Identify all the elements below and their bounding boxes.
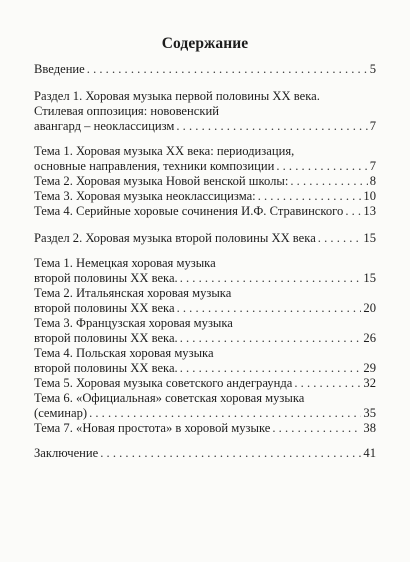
toc-entry-text: второй половины XX века. (34, 361, 178, 375)
toc-entry-line: Тема 4. Польская хоровая музыка (34, 346, 214, 360)
toc-entry-line: Стилевая оппозиция: нововенский (34, 104, 219, 118)
toc-entry-last-line (34, 376, 376, 391)
toc-entry (34, 421, 376, 436)
dot-leader (272, 421, 361, 436)
toc-entry-text: второй половины XX века (34, 301, 175, 315)
toc-page-number: 15 (363, 231, 376, 245)
toc-page-number: 38 (363, 421, 376, 435)
toc-entry-last-line (34, 361, 376, 376)
dot-leader (345, 204, 361, 219)
toc-entry-line: Тема 1. Хоровая музыка XX века: периодизация, (34, 144, 295, 158)
dot-leader (180, 271, 362, 286)
toc-entry-last-line (34, 62, 376, 77)
dot-leader (318, 231, 362, 246)
toc-entry-line: Тема 1. Немецкая хоровая музыка (34, 256, 216, 270)
toc-page-number: 26 (363, 331, 376, 345)
toc-entry-text: авангард – неоклассицизм (34, 119, 175, 133)
toc-page-number: 7 (369, 119, 376, 133)
toc-entry (34, 391, 376, 421)
toc-entry-last-line (34, 189, 376, 204)
toc-entry-text: Тема 4. Серийные хоровые сочинения И.Ф. Стравинского (34, 204, 344, 218)
toc-entry-last-line (34, 331, 376, 346)
toc-entry-text: основные направления, техники композиции (34, 159, 275, 173)
toc-entry-line: Тема 2. Итальянская хоровая музыка (34, 286, 232, 300)
toc-entry (34, 316, 376, 346)
dot-leader (180, 331, 362, 346)
toc-entry-last-line (34, 119, 376, 134)
dot-leader (100, 446, 361, 461)
toc-entry (34, 89, 376, 134)
toc-entry (34, 446, 376, 461)
toc-entry-text: второй половины XX века. (34, 271, 178, 285)
toc-entry (34, 62, 376, 77)
table-of-contents (34, 62, 376, 461)
toc-entry (34, 174, 376, 189)
toc-entry-last-line (34, 446, 376, 461)
toc-page-number: 5 (369, 62, 376, 76)
toc-entry (34, 256, 376, 286)
toc-entry-last-line (34, 421, 376, 436)
dot-leader (180, 361, 362, 376)
toc-entry (34, 376, 376, 391)
toc-entry-last-line (34, 406, 376, 421)
dot-leader (290, 174, 367, 189)
toc-entry (34, 189, 376, 204)
dot-leader (87, 62, 368, 77)
toc-entry-text: Тема 7. «Новая простота» в хоровой музыке (34, 421, 271, 435)
page-title: Содержание (161, 35, 249, 52)
toc-page-number: 35 (363, 406, 376, 420)
dot-leader (276, 159, 367, 174)
toc-page-number: 29 (363, 361, 376, 375)
toc-entry-line: Раздел 1. Хоровая музыка первой половины XX века. (34, 89, 320, 103)
dot-leader (89, 406, 361, 421)
toc-entry (34, 286, 376, 316)
toc-entry-text: (семинар) (34, 406, 88, 420)
toc-entry-last-line (34, 271, 376, 286)
toc-entry (34, 204, 376, 219)
toc-page-number: 13 (363, 204, 376, 218)
toc-entry-text: Раздел 2. Хоровая музыка второй половины XX века (34, 231, 316, 245)
toc-entry-last-line (34, 231, 376, 246)
toc-page-number: 32 (363, 376, 376, 390)
toc-entry-text: Тема 2. Хоровая музыка Новой венской школы: (34, 174, 289, 188)
toc-entry-line: Тема 3. Французская хоровая музыка (34, 316, 233, 330)
dot-leader (176, 119, 367, 134)
dot-leader (177, 301, 362, 316)
toc-page-number: 15 (363, 271, 376, 285)
toc-entry-last-line (34, 174, 376, 189)
toc-entry-last-line (34, 204, 376, 219)
toc-entry-text: Заключение (34, 446, 99, 460)
dot-leader (294, 376, 361, 391)
toc-entry-text: второй половины XX века. (34, 331, 178, 345)
toc-entry (34, 231, 376, 246)
dot-leader (258, 189, 362, 204)
toc-page-number: 41 (363, 446, 376, 460)
toc-entry-line: Тема 6. «Официальная» советская хоровая музыка (34, 391, 305, 405)
toc-entry (34, 346, 376, 376)
toc-entry (34, 144, 376, 174)
toc-entry-last-line (34, 301, 376, 316)
toc-entry-text: Введение (34, 62, 85, 76)
toc-page-number: 20 (363, 301, 376, 315)
toc-page-number: 10 (363, 189, 376, 203)
toc-entry-text: Тема 5. Хоровая музыка советского андеграунда (34, 376, 293, 390)
toc-page-number: 8 (369, 174, 376, 188)
toc-entry-text: Тема 3. Хоровая музыка неоклассицизма: (34, 189, 256, 203)
toc-entry-last-line (34, 159, 376, 174)
toc-page-number: 7 (369, 159, 376, 173)
